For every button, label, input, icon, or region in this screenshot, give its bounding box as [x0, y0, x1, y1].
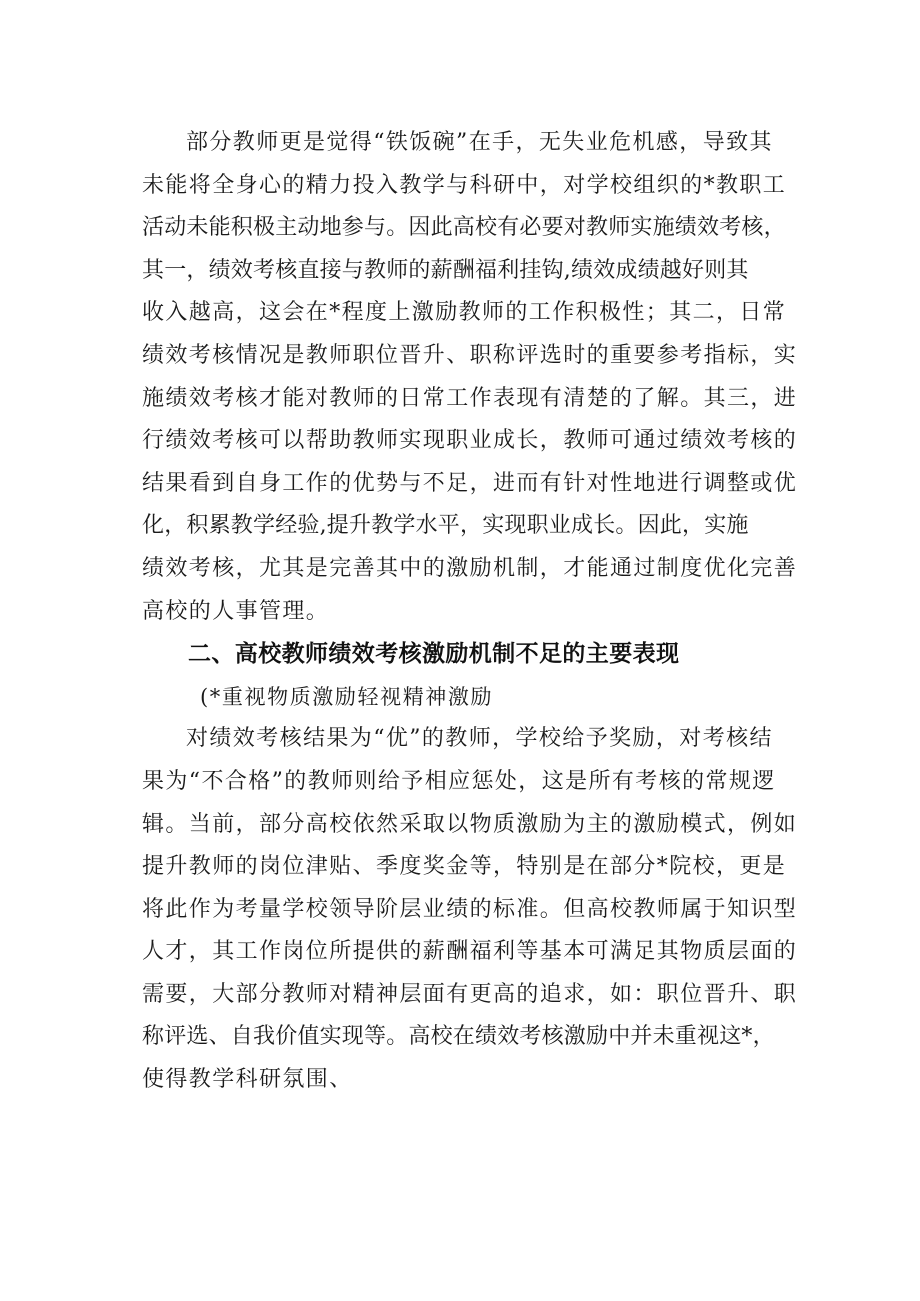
text-line: 使得教学科研氛围、 — [142, 1067, 353, 1093]
text-line: 称评选、自我价值实现等。高校在绩效考核激励中并未重视这*， — [142, 1024, 775, 1050]
text-line: 人才，其工作岗位所提供的薪酬福利等基本可满足其物质层面的 — [142, 939, 798, 965]
text-line: 绩效考核，尤其是完善其中的激励机制，才能通过制度优化完善 — [142, 555, 798, 581]
text-line: 结果看到自身工作的优势与不足，进而有针对性地进行调整或优 — [142, 470, 798, 496]
text-line: 施绩效考核才能对教师的日常工作表现有清楚的了解。其三，进 — [142, 385, 798, 411]
paragraph-material-incentives — [142, 718, 822, 1101]
text-line: 化，积累教学经验,提升教学水平，实现职业成长。因此，实施 — [142, 513, 749, 539]
text-line: 行绩效考核可以帮助教师实现职业成长，教师可通过绩效考核的 — [142, 428, 798, 454]
text-line: 绩效考核情况是教师职位晋升、职称评选时的重要参考指标，实 — [142, 342, 798, 368]
text-line: 提升教师的岗位津贴、季度奖金等，特别是在部分*院校，更是 — [142, 854, 787, 880]
text-line: 其一，绩效考核直接与教师的薪酬福利挂钩,绩效成绩越好则其 — [142, 257, 749, 283]
document-body — [142, 122, 822, 1102]
text-line: 对绩效考核结果为“优”的教师，学校给予奖励，对考核结 — [186, 726, 773, 752]
text-line: 未能将全身心的精力投入教学与科研中，对学校组织的*教职工 — [142, 172, 787, 198]
text-line: 收入越高，这会在*程度上激励教师的工作积极性；其二，日常 — [142, 300, 787, 326]
text-line: 将此作为考量学校领导阶层业绩的标准。但高校教师属于知识型 — [142, 896, 798, 922]
text-line: 果为“不合格”的教师则给予相应惩处，这是所有考核的常规逻 — [142, 768, 776, 794]
text-line: 活动未能积极主动地参与。因此高校有必要对教师实施绩效考核， — [142, 215, 786, 241]
paragraph-motivation — [142, 122, 822, 633]
subsection-heading: (*重视物质激励轻视精神激励 — [200, 684, 494, 709]
text-line: 需要，大部分教师对精神层面有更高的追求，如：职位晋升、职 — [142, 981, 798, 1007]
text-line: 高校的人事管理。 — [142, 598, 330, 624]
text-line: 部分教师更是觉得“铁饭碗”在手，无失业危机感，导致其 — [186, 130, 773, 155]
section-heading: 二、高校教师绩效考核激励机制不足的主要表现 — [188, 641, 680, 668]
text-line: 辑。当前，部分高校依然采取以物质激励为主的激励模式，例如 — [142, 811, 798, 837]
